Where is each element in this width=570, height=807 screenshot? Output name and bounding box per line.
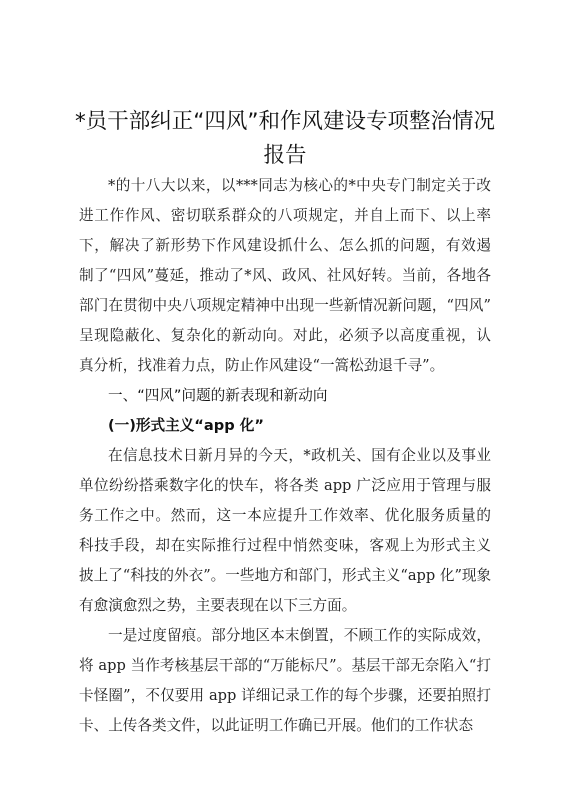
paragraph-line: 将 app 当作考核基层干部的“万能标尺”。基层干部无奈陷入“打 [79, 657, 491, 674]
paragraph-line: 真分析，找准着力点，防止作风建设“一篙松劲退千寻”。 [79, 357, 445, 374]
paragraph-line: 一是过度留痕。部分地区本末倒置，不顾工作的实际成效， [108, 627, 491, 644]
paragraph-line: 进工作作风、密切联系群众的八项规定，并自上而下、以上率 [79, 207, 491, 224]
paragraph-line: 下，解决了新形势下作风建设抓什么、怎么抓的问题，有效遏 [79, 237, 491, 254]
document-title-line-2: 报告 [263, 143, 307, 168]
paragraph-line: 卡、上传各类文件，以此证明工作确已开展。他们的工作状态 [79, 717, 474, 734]
document-title-line-1: *员干部纠正“四风”和作风建设专项整治情况 [74, 109, 496, 134]
paragraph-line: 呈现隐蔽化、复杂化的新动向。对此，必须予以高度重视，认 [79, 327, 491, 344]
paragraph-line: 务工作之中。然而，这一本应提升工作效率、优化服务质量的 [79, 507, 491, 524]
paragraph-line: 部门在贯彻中央八项规定精神中出现一些新情况新问题，“四风” [79, 297, 491, 314]
paragraph-line: 披上了“科技的外衣”。一些地方和部门，形式主义“app 化”现象 [79, 567, 491, 584]
paragraph-line: 卡怪圈”，不仅要用 app 详细记录工作的每个步骤，还要拍照打 [79, 687, 491, 704]
paragraph-line: 制了“四风”蔓延，推动了*风、政风、社风好转。当前，各地各 [79, 267, 491, 284]
paragraph-line: *的十八大以来，以***同志为核心的*中央专门制定关于改 [108, 177, 491, 194]
paragraph-line: 科技手段，却在实际推行过程中悄然变味，客观上为形式主义 [79, 537, 491, 554]
subsection-heading: (一)形式主义“app 化” [108, 417, 264, 434]
paragraph-line: 单位纷纷搭乘数字化的快车，将各类 app 广泛应用于管理与服 [79, 477, 491, 494]
paragraph-line: 在信息技术日新月异的今天，*政机关、国有企业以及事业 [108, 447, 491, 464]
section-heading: 一、“四风”问题的新表现和新动向 [108, 387, 328, 404]
paragraph-line: 有愈演愈烈之势，主要表现在以下三方面。 [79, 597, 357, 614]
